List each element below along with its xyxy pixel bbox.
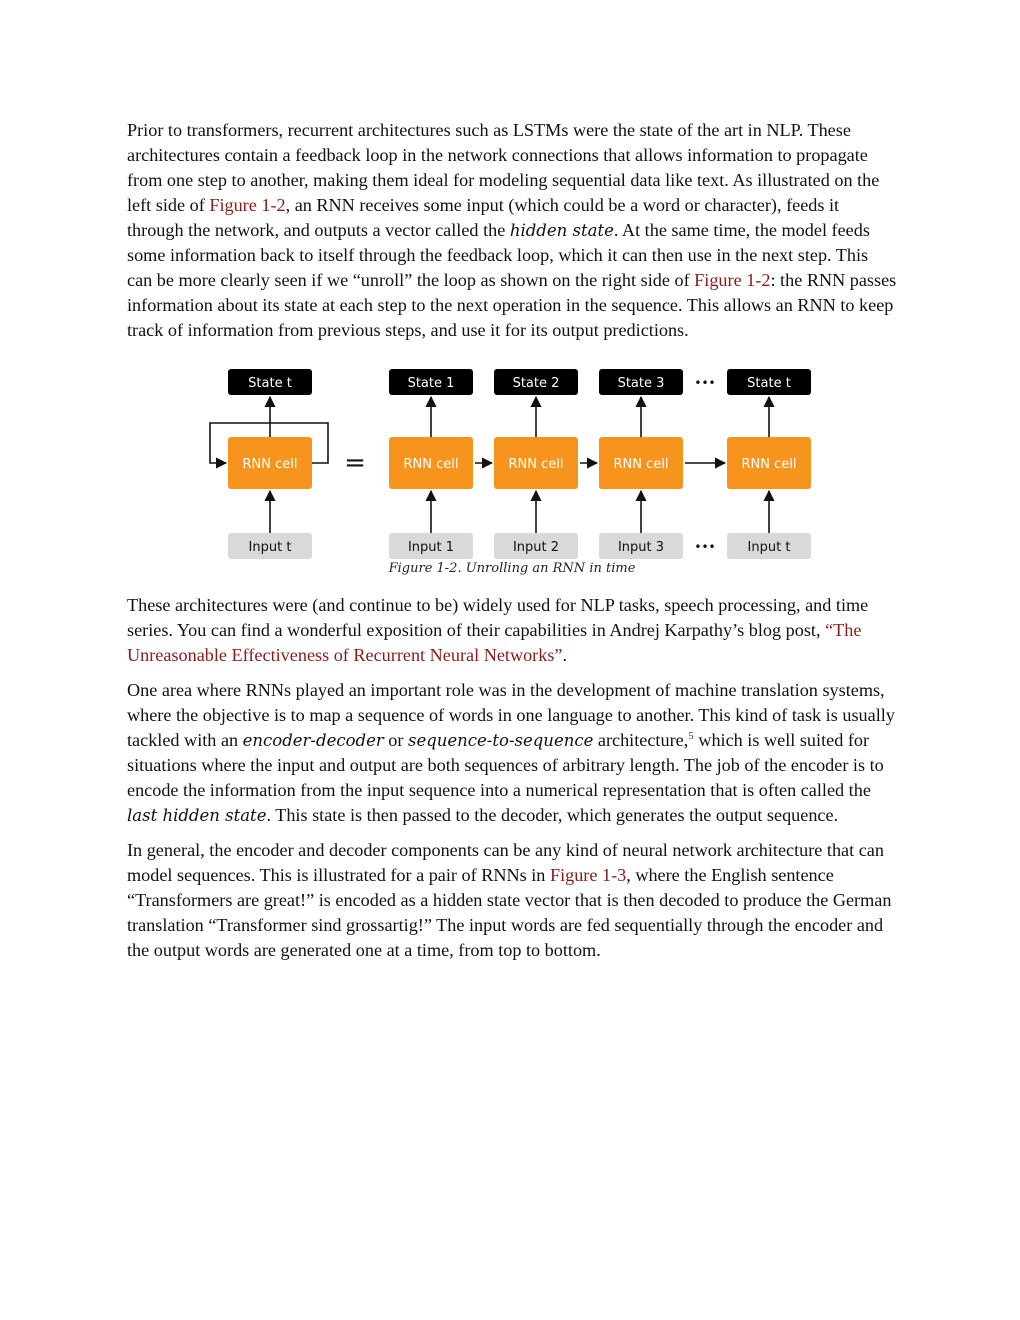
paragraph-4: [127, 838, 897, 963]
figure-1-3-link[interactable]: Figure 1-3: [549, 865, 627, 885]
equals-sign: =: [344, 448, 366, 478]
text: architecture,: [593, 730, 689, 750]
paragraph-1: [127, 118, 897, 343]
text: . At the same time, the model feeds some information back to itself through the feedback loop, which it can then use in the next step. This can be more clearly seen if we “unroll” the loop as shown on the right side of: [127, 220, 870, 290]
text: or: [383, 730, 408, 750]
last-hidden-state-term: last hidden state: [127, 806, 267, 825]
state-ellipsis: •••: [694, 376, 716, 390]
left-input-box-label: Input t: [248, 540, 292, 555]
text: .: [562, 645, 568, 665]
karpathy-blog-link[interactable]: “The Unreasonable Effectiveness of Recurrent Neural Networks”: [127, 620, 862, 665]
figure-caption: Figure 1-2. Unrolling an RNN in time: [388, 561, 636, 576]
figure-1-2-link[interactable]: Figure 1-2: [694, 270, 771, 290]
text: which is well suited for situations where the input and output are both sequences of arbitrary length. The job of the encoder is to encode the information from the input sequence into a numerical representation that is often called the: [127, 730, 884, 800]
input-box-1-label: Input 1: [407, 540, 455, 555]
text: , where the English sentence “Transformers are great!” is encoded as a hidden state vector that is then decoded to produce the German translation “Transformer sind grossartig!” The input words are fed sequentially through the encoder and the output words are generated one at a time, from top to bottom.: [127, 865, 892, 960]
rnn-unrolling-diagram: [127, 349, 897, 559]
page-body: [127, 118, 897, 963]
state-box-4-label: State t: [747, 376, 791, 391]
rnn-cell-2-label: RNN cell: [508, 457, 564, 472]
left-state-box-label: State t: [248, 376, 292, 391]
text: One area where RNNs played an important role was in the development of machine translation systems, where the objective is to map a sequence of words in one language to another. This kind of task is usually tackled with an: [127, 680, 895, 750]
text: , an RNN receives some input (which could be a word or character), feeds it through the network, and outputs a vector called the: [127, 195, 840, 240]
figure-1-2-link[interactable]: Figure 1-2: [209, 195, 286, 215]
figure-1-2: [127, 349, 897, 581]
left-rnn-cell-label: RNN cell: [242, 457, 298, 472]
rnn-cell-3-label: RNN cell: [613, 457, 669, 472]
rnn-cell-4-label: RNN cell: [741, 457, 797, 472]
seq2seq-term: sequence-to-sequence: [407, 731, 594, 750]
input-ellipsis: •••: [694, 540, 716, 554]
encoder-decoder-term: encoder-decoder: [242, 731, 384, 750]
state-box-3-label: State 3: [617, 376, 665, 391]
input-box-2-label: Input 2: [512, 540, 560, 555]
hidden-state-term: hidden state: [509, 221, 614, 240]
state-box-2-label: State 2: [512, 376, 560, 391]
paragraph-3: [127, 678, 897, 828]
text: In general, the encoder and decoder components can be any kind of neural network architecture that can model sequences. This is illustrated for a pair of RNNs in: [127, 840, 884, 885]
text: : the RNN passes information about its state at each step to the next operation in the sequence. This allows an RNN to keep track of information from previous steps, and use it for its output predictions.: [127, 270, 897, 340]
input-box-3-label: Input 3: [617, 540, 665, 555]
state-box-1-label: State 1: [407, 376, 455, 391]
text: These architectures were (and continue to be) widely used for NLP tasks, speech processing, and time series. You can find a wonderful exposition of their capabilities in Andrej Karpathy’s blog post,: [127, 595, 869, 640]
input-box-4-label: Input t: [747, 540, 791, 555]
text: Prior to transformers, recurrent architectures such as LSTMs were the state of the art in NLP. These architectures contain a feedback loop in the network connections that allows information to propagate from one step to another, making them ideal for modeling sequential data like text. As illustrated on the left side of: [127, 120, 880, 215]
footnote-5-link[interactable]: 5: [688, 730, 694, 742]
paragraph-2: [127, 593, 897, 668]
rnn-cell-1-label: RNN cell: [403, 457, 459, 472]
text: . This state is then passed to the decoder, which generates the output sequence.: [266, 805, 839, 825]
